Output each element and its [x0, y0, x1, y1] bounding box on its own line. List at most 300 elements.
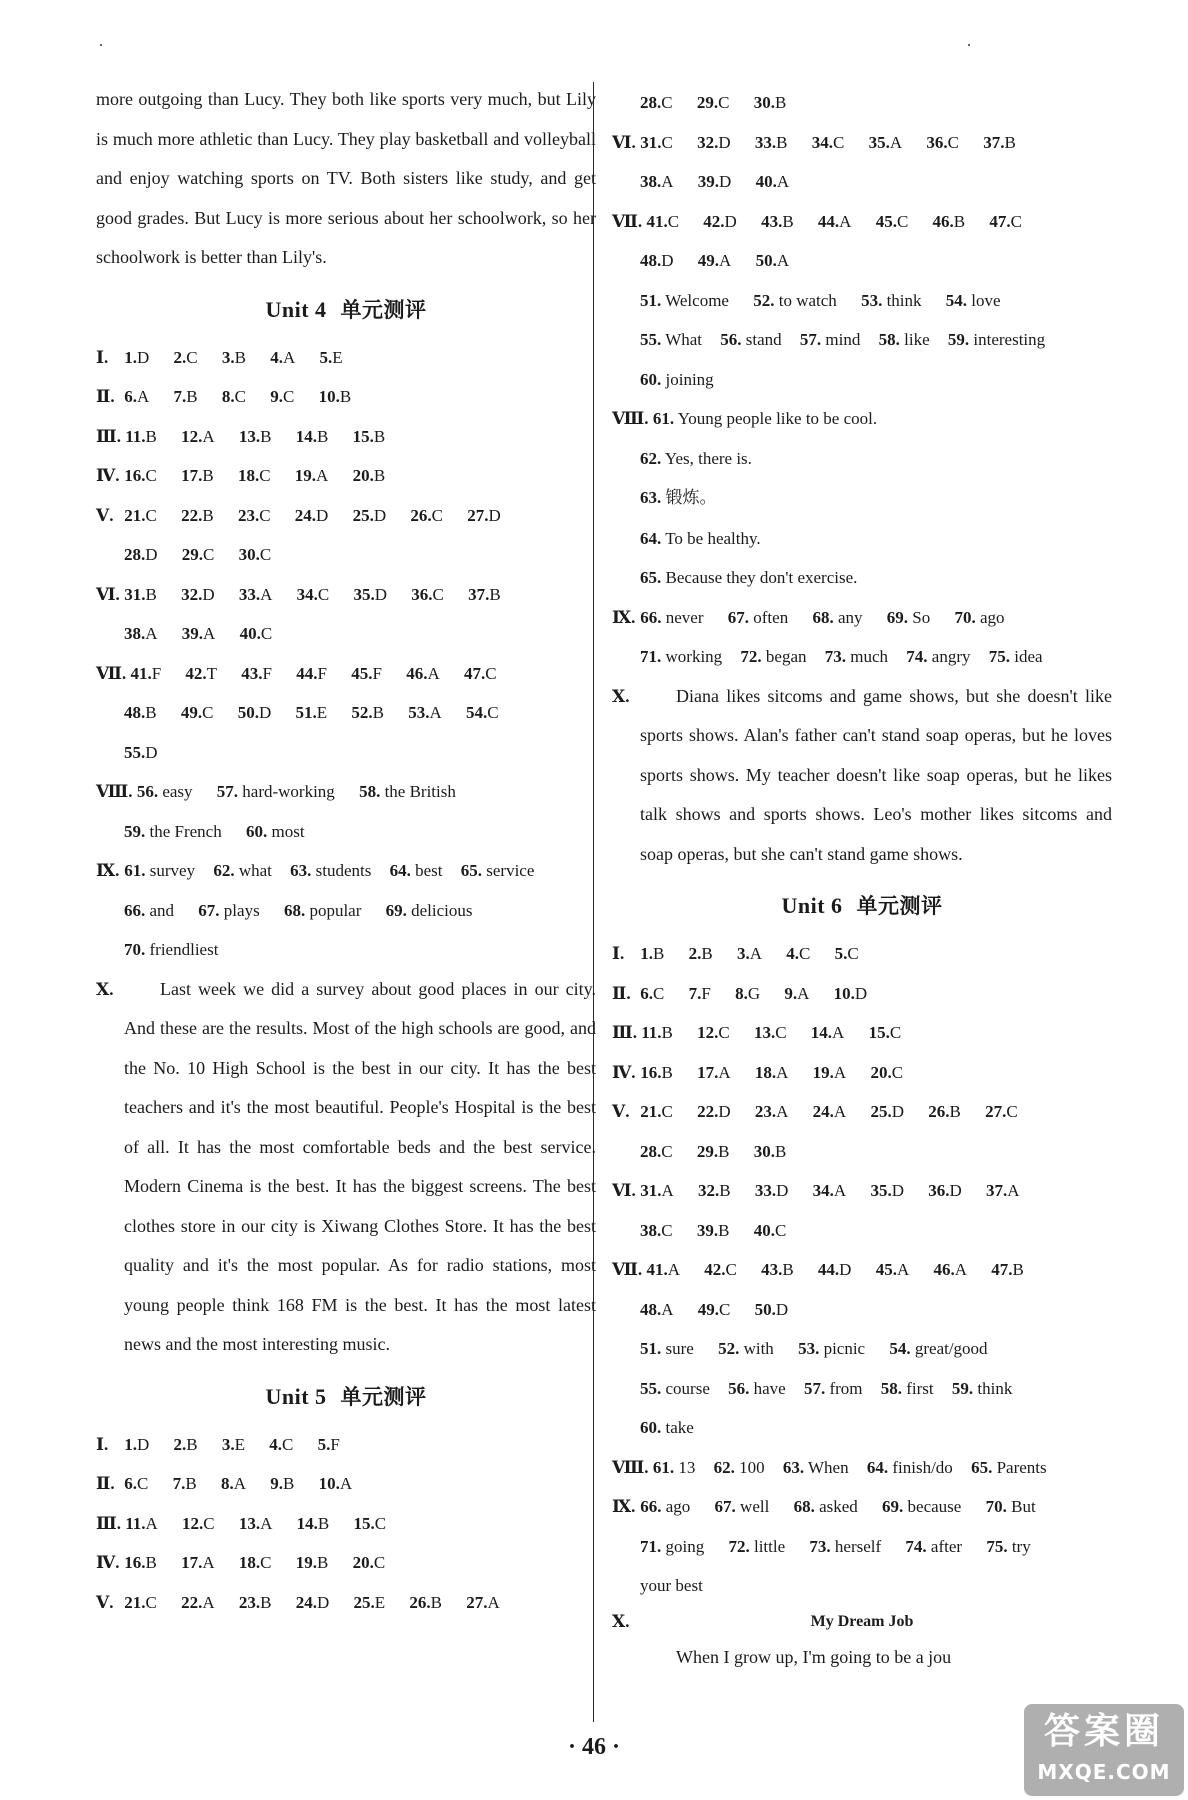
answer-row: [612, 934, 1112, 974]
answer-item: 64. To be healthy.: [640, 528, 761, 548]
answer-item: 2.B: [688, 944, 713, 963]
answer-item: 11.A: [125, 1513, 158, 1533]
answer-item: 19.A: [294, 466, 329, 485]
answer-row: [612, 1132, 1112, 1172]
page-number: · 46 ·: [567, 1734, 620, 1760]
answer-row: [612, 1487, 1112, 1527]
answer-item: 14.B: [296, 1513, 330, 1533]
answer-item: 48.D: [640, 251, 674, 270]
section-numeral: Ⅶ.: [96, 663, 127, 683]
section-numeral: Ⅰ.: [96, 1434, 109, 1454]
answer-item: 66. never: [640, 607, 704, 627]
answer-item: 34.C: [296, 584, 330, 604]
answer-item: 28.C: [640, 1141, 673, 1161]
intro-paragraph: more outgoing than Lucy. They both like sports very much, but Lily is much more athletic than Lucy. They play basketball and volleyball and enjoy watching sports on TV. Both sisters like study, and get good grades. But Lucy is more serious about her schoolwork, so her schoolwork is better than Lily's.: [96, 89, 596, 267]
answer-item: 1.D: [124, 347, 150, 367]
answer-item: 27.A: [466, 1592, 500, 1612]
section-numeral: Ⅷ.: [612, 409, 649, 428]
answer-row: [612, 241, 1112, 281]
answer-row: [612, 1092, 1112, 1132]
answer-item: 56. have: [728, 1378, 786, 1398]
answer-row: [612, 1013, 1112, 1053]
answer-item: 55.D: [124, 742, 158, 762]
answer-item: 24.D: [294, 505, 329, 525]
unit4-title: Unit 4: [265, 296, 327, 322]
section-numeral: Ⅴ.: [96, 1592, 114, 1612]
section-numeral: Ⅴ.: [96, 505, 114, 525]
section-numeral: Ⅷ.: [612, 1457, 649, 1477]
answer-item: 25.D: [352, 505, 387, 525]
answer-item: 60. most: [245, 821, 305, 841]
answer-row: [96, 1543, 596, 1583]
answer-item: 31.A: [640, 1181, 674, 1200]
section-numeral: Ⅰ.: [96, 347, 109, 367]
watermark-logo: [1024, 1704, 1184, 1796]
answer-item: 52.B: [351, 703, 384, 722]
answer-item: 12.C: [697, 1023, 730, 1042]
answer-item: 71. going: [640, 1536, 705, 1556]
answer-item: 29.B: [696, 1141, 730, 1161]
answer-item: 14.B: [295, 426, 329, 446]
unit5-title: Unit 5: [265, 1383, 327, 1409]
answer-item: 44.F: [296, 663, 327, 683]
answer-item: 38.C: [640, 1220, 673, 1240]
answer-item: 43.F: [241, 663, 273, 683]
answer-item: 47.C: [989, 211, 1022, 231]
answer-item: 57. from: [803, 1378, 863, 1398]
answer-item: 70. But: [985, 1497, 1036, 1516]
answer-item: 41.A: [646, 1260, 680, 1279]
answer-row: [96, 654, 596, 694]
answer-item: 53. think: [861, 290, 922, 310]
answer-row: [96, 812, 596, 852]
answer-item: 35.D: [870, 1181, 904, 1200]
answer-item: 72. began: [740, 647, 807, 666]
left-column: [96, 80, 596, 1622]
section-numeral: Ⅳ.: [612, 1062, 636, 1082]
answer-item: 55. course: [640, 1378, 710, 1398]
answer-row: [612, 162, 1112, 202]
section-numeral: Ⅹ.: [96, 979, 114, 999]
answer-item: 44.D: [817, 1260, 852, 1279]
answer-item: 52. with: [718, 1339, 774, 1358]
answer-item: 65. service: [460, 861, 535, 880]
answer-item: 24.A: [812, 1102, 847, 1121]
answer-item: 57. mind: [799, 330, 861, 349]
section-numeral: Ⅱ.: [96, 1474, 115, 1493]
answer-item: 67. well: [714, 1497, 770, 1516]
answer-row: [612, 1566, 1112, 1606]
answer-row: [96, 338, 596, 378]
answer-item: 25.D: [870, 1102, 904, 1121]
answer-row: [612, 637, 1112, 677]
answer-row: [612, 83, 1112, 123]
answer-item: 56. easy: [136, 782, 193, 801]
answer-item: 32.B: [698, 1181, 731, 1200]
answer-item: 52. to watch: [753, 290, 837, 310]
answer-item: 26.B: [928, 1102, 961, 1121]
answer-item: 6.A: [124, 387, 150, 406]
answer-row: [612, 202, 1112, 242]
answer-item: 12.A: [181, 426, 215, 446]
answer-item: 3.B: [221, 347, 246, 367]
section-numeral: Ⅸ.: [612, 1497, 636, 1516]
section-numeral: Ⅸ.: [612, 607, 636, 627]
answer-item: 20.C: [870, 1062, 904, 1082]
answer-row: [96, 496, 596, 536]
answer-item: 10.B: [318, 387, 352, 406]
answer-item: 60. joining: [640, 369, 714, 389]
answer-item: 23.B: [238, 1592, 272, 1612]
answer-item: 11.B: [125, 426, 157, 446]
answer-row: [612, 360, 1112, 400]
answer-item: 69. delicious: [385, 900, 473, 920]
answer-item: 45.C: [875, 211, 909, 231]
unit5-writing-section: [612, 677, 1112, 875]
section-numeral: Ⅴ.: [612, 1102, 630, 1121]
answer-row: [612, 478, 1112, 519]
answer-item: 72. little: [728, 1536, 786, 1556]
answer-item: 59. interesting: [947, 330, 1046, 349]
answer-item: 34.C: [811, 132, 845, 152]
answer-item: 56. stand: [720, 330, 782, 349]
answer-item: 36.C: [926, 132, 959, 152]
answer-item: 10.D: [833, 983, 868, 1003]
answer-item: 50.A: [755, 251, 790, 270]
answer-item: 63. 锻炼。: [640, 488, 717, 508]
answer-item: 7.F: [688, 983, 711, 1003]
answer-item: 30.B: [753, 1141, 787, 1161]
answer-item: 1.D: [124, 1434, 150, 1454]
unit6-essay: When I grow up, I'm going to be a jou: [676, 1646, 952, 1667]
answer-item: 55. What: [640, 330, 703, 349]
answer-item: 48.A: [640, 1299, 674, 1319]
answer-row: [96, 1425, 596, 1465]
right-column: [612, 83, 1112, 1677]
answer-item: 68. popular: [283, 900, 362, 920]
unit6-writing-section: [612, 1606, 1112, 1678]
answer-item: 51. Welcome: [640, 290, 729, 310]
answer-item: 8.A: [220, 1474, 246, 1493]
section-numeral: Ⅵ.: [612, 132, 636, 152]
answer-item: 48.B: [124, 703, 157, 722]
answer-item: 32.D: [181, 584, 215, 604]
section-numeral: Ⅶ.: [612, 211, 643, 231]
answer-item: 24.D: [295, 1592, 330, 1612]
answer-item: 29.C: [696, 93, 730, 112]
unit6-title: Unit 6: [781, 893, 843, 918]
answer-item: 73. much: [824, 647, 889, 666]
unit4-essay: Last week we did a survey about good places in our city. And these are the results. Most of the high schools are good, and the No. 10 High School is the best in our city. It has the best teachers and it's the most beautiful. People's Hospital is the best of all. It has the most comfortable beds and the best service. Modern Cinema is the best. It has the biggest screens. The best clothes store in our city is Xiwang Clothes Store. It has the best quality and it's the most popular. As for radio stations, most young people think 168 FM is the best. It has the most latest news and the most interesting music.: [124, 978, 596, 1354]
answer-item: 28.D: [124, 545, 158, 564]
answer-item: 23.C: [237, 505, 271, 525]
section-numeral: Ⅸ.: [96, 861, 120, 880]
answer-item: 64. finish/do: [866, 1457, 953, 1477]
answer-item: 22.B: [181, 505, 214, 525]
answer-item: 39.A: [181, 624, 216, 643]
answer-row: [612, 281, 1112, 321]
answer-item: 74. angry: [906, 647, 971, 666]
answer-row: [96, 1583, 596, 1623]
answer-item: 60. take: [640, 1418, 694, 1437]
answer-item: 69. So: [886, 607, 931, 627]
answer-item: 63. When: [782, 1457, 849, 1477]
answer-row: [612, 1211, 1112, 1251]
answer-item: 36.C: [411, 584, 444, 604]
answer-item: 33.D: [754, 1181, 789, 1200]
answer-item: 37.B: [468, 584, 501, 604]
answer-item: 35.A: [868, 132, 903, 152]
answer-item: 31.B: [124, 584, 157, 604]
section-numeral: Ⅱ.: [612, 983, 631, 1003]
answer-row: [612, 1171, 1112, 1211]
answer-row: [612, 1527, 1112, 1567]
answer-item: 4.C: [269, 1434, 294, 1454]
section-numeral: Ⅵ.: [612, 1181, 636, 1200]
unit4-writing-section: [96, 970, 596, 1365]
section-numeral: Ⅲ.: [96, 426, 121, 446]
answer-item: 58. like: [878, 330, 930, 349]
answer-item: 13.A: [238, 1513, 273, 1533]
answer-item: 3.E: [221, 1434, 246, 1454]
answer-row: [96, 693, 596, 733]
answer-row: [612, 123, 1112, 163]
watermark-text: 答案圈: [1043, 1711, 1164, 1752]
answer-item: 18.A: [754, 1062, 789, 1082]
answer-item: 21.C: [124, 505, 157, 525]
answer-item: 8.C: [221, 387, 246, 406]
answer-row: [96, 772, 596, 812]
answer-item: 5.F: [317, 1434, 340, 1454]
unit6-subtitle: 单元测评: [856, 894, 943, 918]
answer-row: [612, 558, 1112, 598]
answer-item: 43.B: [761, 1260, 794, 1279]
answer-item: 59. think: [951, 1378, 1013, 1398]
answer-item: 33.A: [238, 584, 273, 604]
answer-item: 69. because: [882, 1497, 962, 1516]
answer-item: 62. what: [213, 861, 272, 880]
section-numeral: Ⅹ.: [612, 686, 630, 706]
answer-item: 16.B: [640, 1062, 673, 1082]
answer-item: 49.C: [180, 703, 214, 722]
answer-item: 27.C: [985, 1102, 1018, 1121]
answer-item: 11.B: [641, 1023, 673, 1042]
answer-item: 42.D: [703, 211, 737, 231]
answer-item: 21.C: [124, 1592, 157, 1612]
answer-item: 15.C: [353, 1513, 387, 1533]
answer-item: 67. often: [727, 607, 789, 627]
answer-item: 30.C: [238, 545, 272, 564]
answer-item: 20.C: [352, 1553, 386, 1572]
answer-item: 67. plays: [198, 900, 260, 920]
unit4-heading: [96, 294, 596, 324]
answer-item: 13.B: [238, 426, 272, 446]
answer-item: 45.A: [875, 1260, 910, 1279]
answer-item: 70. friendliest: [124, 940, 219, 959]
answer-item: 9.A: [784, 983, 810, 1003]
answer-item: 54.C: [465, 703, 499, 722]
answer-item: 39.D: [697, 172, 732, 191]
answer-item: 38.A: [124, 624, 158, 643]
answer-item: 51.E: [295, 703, 328, 722]
section-numeral: Ⅲ.: [96, 1513, 121, 1533]
answer-item: 10.A: [318, 1474, 353, 1493]
answer-item: 71. working: [640, 647, 723, 666]
answer-item: 59. the French: [124, 821, 222, 841]
answer-row: [96, 535, 596, 575]
answer-item: 68. asked: [793, 1497, 858, 1516]
answer-item: 53. picnic: [798, 1339, 866, 1358]
answer-item: 5.C: [834, 944, 859, 963]
answer-row: [612, 1369, 1112, 1409]
answer-item: 2.B: [173, 1434, 198, 1454]
answer-row: [612, 1408, 1112, 1448]
answer-item: 17.B: [181, 466, 214, 485]
unit6-heading: [612, 890, 1112, 920]
answer-row: [612, 519, 1112, 559]
answer-item: 14.A: [810, 1023, 845, 1042]
section-numeral: Ⅳ.: [96, 466, 120, 485]
answer-item: 46.B: [932, 211, 966, 231]
answer-item: 22.A: [181, 1592, 215, 1612]
watermark-url: MXQE.COM: [1037, 1760, 1171, 1784]
scan-dot: [968, 44, 970, 46]
answer-item: 65. Parents: [971, 1457, 1047, 1477]
answer-item: 5.E: [319, 347, 343, 367]
answer-item: 36.D: [928, 1181, 962, 1200]
answer-item: 75. idea: [988, 647, 1043, 666]
answer-item: 45.F: [351, 663, 382, 683]
answer-item: 26.B: [409, 1592, 442, 1612]
answer-item: 19.B: [295, 1553, 329, 1572]
answer-item: 70. ago: [954, 607, 1005, 627]
answer-item: 35.D: [353, 584, 388, 604]
answer-item: 9.C: [270, 387, 295, 406]
answer-item: 40.C: [239, 624, 273, 643]
answer-item: 26.C: [410, 505, 443, 525]
answer-row: [612, 974, 1112, 1014]
answer-item: 51. sure: [640, 1339, 694, 1358]
section-numeral: Ⅷ.: [96, 782, 133, 801]
answer-item: 16.B: [124, 1553, 157, 1572]
answer-row: [612, 1448, 1112, 1488]
answer-row: [612, 1250, 1112, 1290]
answer-item: 65. Because they don't exercise.: [640, 568, 858, 587]
answer-item: 1.B: [640, 944, 665, 963]
answer-item: 54. great/good: [889, 1339, 988, 1358]
answer-item: 66. and: [124, 900, 175, 920]
answer-row: [96, 417, 596, 457]
answer-continuation: your best: [640, 1576, 703, 1595]
answer-item: 25.E: [353, 1592, 386, 1612]
answer-item: 4.A: [270, 347, 296, 367]
answer-item: 64. best: [389, 861, 443, 880]
answer-row: [96, 1504, 596, 1544]
section-numeral: Ⅳ.: [96, 1553, 120, 1572]
answer-item: 22.D: [697, 1102, 731, 1121]
answer-item: 75. try: [986, 1536, 1031, 1556]
unit5-heading: [96, 1381, 596, 1411]
answer-item: 74. after: [905, 1536, 963, 1556]
answer-item: 31.C: [640, 132, 673, 152]
answer-row: [612, 1290, 1112, 1330]
answer-item: 53.A: [408, 703, 442, 722]
answer-item: 37.A: [986, 1181, 1020, 1200]
answer-row: [96, 930, 596, 970]
answer-item: 23.A: [754, 1102, 789, 1121]
answer-item: 4.C: [786, 944, 811, 963]
answer-item: 73. herself: [809, 1536, 882, 1556]
section-numeral: Ⅱ.: [96, 387, 115, 406]
answer-item: 7.B: [172, 1474, 197, 1493]
unit5-essay: Diana likes sitcoms and game shows, but she doesn't like sports shows. Alan's father can't stand soap operas, but he loves sports shows. My teacher doesn't like soap operas, but he likes talk shows and sports shows. Leo's mother likes sitcoms and soap operas, but she can't stand game shows.: [640, 685, 1112, 864]
answer-row: [96, 733, 596, 773]
answer-item: 43.B: [761, 211, 794, 231]
answer-item: 62. 100: [713, 1457, 765, 1477]
answer-item: 18.C: [237, 466, 271, 485]
answer-item: 40.A: [755, 172, 790, 191]
answer-item: 57. hard-working: [216, 782, 335, 801]
answer-row: [612, 399, 1112, 439]
answer-item: 39.B: [696, 1220, 730, 1240]
answer-item: 50.D: [237, 703, 272, 722]
answer-item: 2.C: [173, 347, 198, 367]
section-numeral: Ⅹ.: [612, 1611, 630, 1631]
answer-item: 46.A: [933, 1260, 967, 1279]
answer-item: 13.C: [753, 1023, 787, 1042]
answer-item: 54. love: [945, 290, 1001, 310]
answer-item: 30.B: [753, 93, 787, 112]
answer-item: 8.G: [735, 983, 761, 1003]
answer-row: [96, 575, 596, 615]
answer-item: 17.A: [697, 1062, 731, 1082]
answer-item: 63. students: [290, 861, 372, 880]
answer-item: 21.C: [640, 1102, 673, 1121]
answer-row: [612, 1329, 1112, 1369]
answer-row: [96, 891, 596, 931]
answer-item: 27.D: [467, 505, 501, 525]
unit4-subtitle: 单元测评: [340, 297, 427, 322]
answer-item: 50.D: [754, 1299, 789, 1319]
answer-row: [96, 851, 596, 891]
answer-item: 34.A: [812, 1181, 847, 1200]
answer-row: [96, 614, 596, 654]
scan-dot: [100, 44, 102, 46]
answer-item: 15.B: [352, 426, 386, 446]
answer-item: 47.B: [991, 1260, 1024, 1279]
answer-item: 20.B: [352, 466, 386, 485]
answer-item: 38.A: [640, 172, 674, 191]
answer-item: 19.A: [812, 1062, 847, 1082]
answer-item: 6.C: [124, 1474, 149, 1493]
section-numeral: Ⅰ.: [612, 944, 625, 963]
answer-item: 16.C: [124, 466, 157, 485]
answer-row: [96, 377, 596, 417]
answer-row: [612, 598, 1112, 638]
answer-item: 58. the British: [359, 782, 456, 801]
answer-item: 18.C: [238, 1553, 272, 1572]
section-numeral: Ⅶ.: [612, 1260, 643, 1279]
section-numeral: Ⅲ.: [612, 1023, 637, 1042]
answer-item: 40.C: [753, 1220, 787, 1240]
section-numeral: Ⅵ.: [96, 584, 120, 604]
answer-row: [96, 1464, 596, 1504]
answer-row: [612, 320, 1112, 360]
answer-item: 41.C: [646, 211, 680, 231]
answer-item: 49.C: [697, 1299, 731, 1319]
answer-item: 32.D: [697, 132, 731, 152]
answer-item: 9.B: [270, 1474, 295, 1493]
